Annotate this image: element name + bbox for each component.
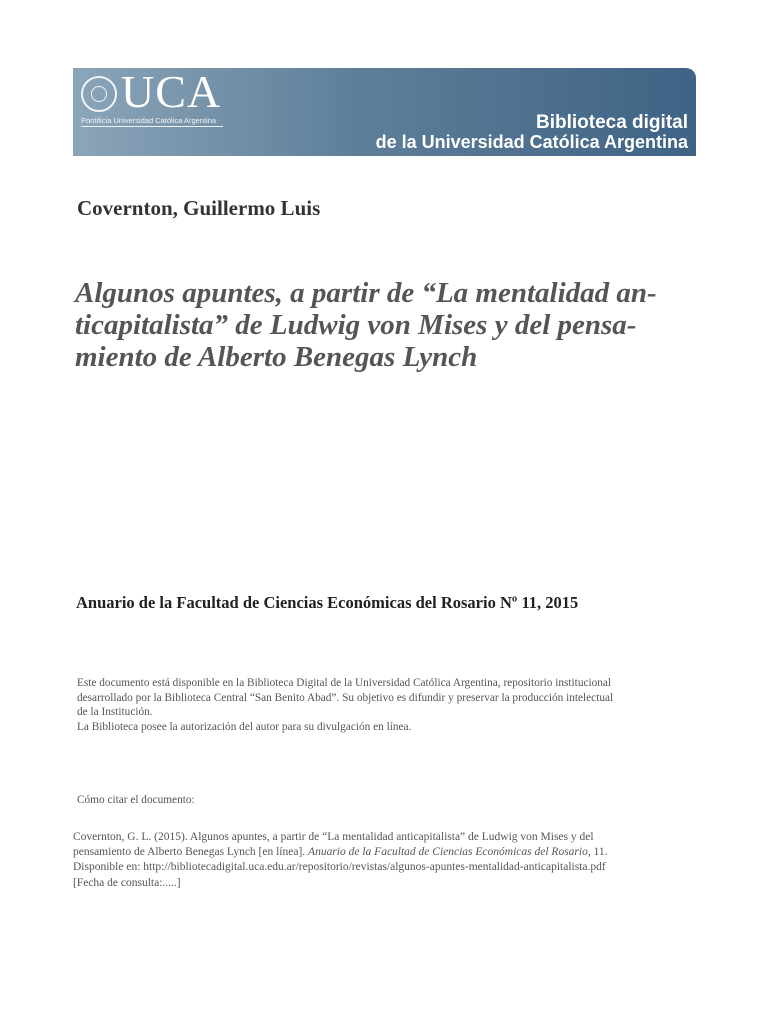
citation-line (73, 845, 693, 860)
library-title-line1: Biblioteca digital (535, 112, 688, 133)
availability-line: Este documento está disponible en la Biblioteca Digital de la Universidad Católica Argentina, repositorio institucional (77, 677, 612, 689)
title-line: miento de Alberto Benegas Lynch (75, 341, 478, 373)
library-title-line2: de la Universidad Católica Argentina (375, 132, 688, 152)
citation-heading: Cómo citar el documento: (77, 794, 195, 806)
citation-text (73, 830, 693, 891)
availability-line: de la Institución. (77, 706, 153, 718)
citation-journal: Anuario de la Facultad de Ciencias Económicas del Rosario (308, 846, 588, 859)
header-banner (73, 68, 696, 156)
document-author: Covernton, Guillermo Luis (77, 196, 321, 220)
citation-url-line[interactable]: Disponible en: http://bibliotecadigital.uca.edu.ar/repositorio/revistas/algunos-apuntes-mentalidad-anticapitalista.pdf (73, 861, 606, 874)
availability-notice (77, 676, 697, 734)
university-seal-icon (81, 76, 117, 112)
logo-divider (81, 126, 223, 127)
citation-plain: pensamiento de Alberto Benegas Lynch [en línea]. (73, 846, 309, 859)
citation-volume: , 11. (587, 846, 608, 859)
availability-line: desarrollado por la Biblioteca Central “San Benito Abad”. Su objetivo es difundir y preservar la producción intelectual (77, 691, 614, 704)
logo-text: UCA (121, 68, 222, 117)
title-line: ticapitalista” de Ludwig von Mises y del pensa- (75, 309, 637, 341)
citation-line: [Fecha de consulta:.....] (73, 876, 181, 889)
citation-line: Covernton, G. L. (2015). Algunos apuntes, a partir de “La mentalidad anticapitalista” de Ludwig von Mises y del (73, 831, 594, 843)
title-line: Algunos apuntes, a partir de “La mentalidad an- (75, 277, 657, 309)
university-name: Pontificia Universidad Católica Argentina (81, 116, 217, 125)
document-title (75, 277, 690, 373)
availability-line: La Biblioteca posee la autorización del autor para su divulgación en línea. (77, 720, 412, 733)
document-source: Anuario de la Facultad de Ciencias Económicas del Rosario Nº 11, 2015 (76, 593, 579, 612)
